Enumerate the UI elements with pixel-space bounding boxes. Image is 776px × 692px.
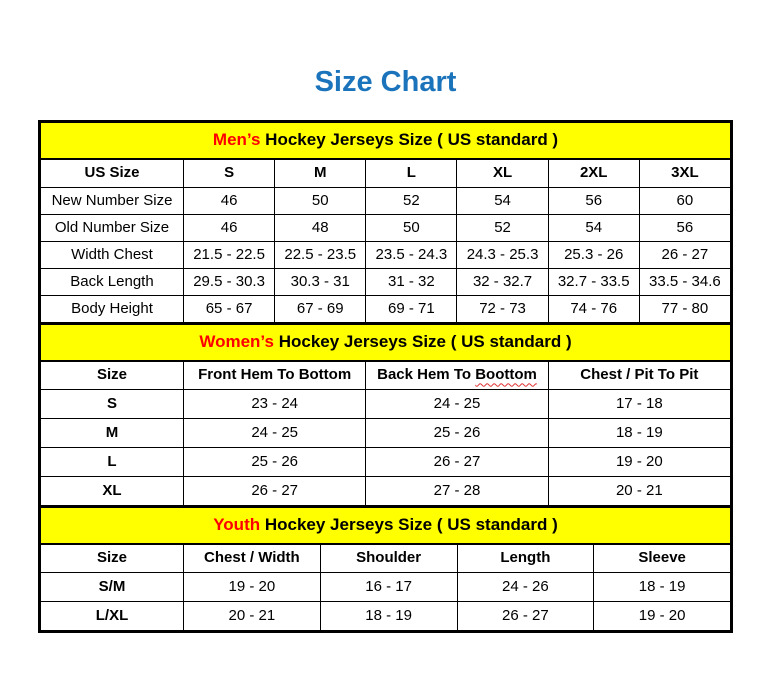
- mens-col-header: S: [184, 159, 275, 188]
- table-cell: 60: [639, 188, 730, 215]
- table-cell: 48: [275, 215, 366, 242]
- table-row: [41, 188, 731, 215]
- table-cell: 26 - 27: [184, 477, 366, 506]
- table-cell: 25 - 26: [184, 448, 366, 477]
- mens-header-row: [41, 159, 731, 188]
- table-cell: 31 - 32: [366, 269, 457, 296]
- size-chart-content: [38, 0, 733, 633]
- table-cell: 26 - 27: [639, 242, 730, 269]
- mens-section-title-highlight: Men’s: [212, 130, 261, 150]
- table-cell: 33.5 - 34.6: [639, 269, 730, 296]
- page-title: Size Chart: [314, 66, 457, 98]
- table-row: [41, 419, 731, 448]
- table-row: [41, 296, 731, 323]
- size-chart-tables: [38, 120, 733, 633]
- womens-col-header-text: Back Hem To: [377, 366, 476, 384]
- table-cell: 72 - 73: [457, 296, 548, 323]
- table-cell: 21.5 - 22.5: [184, 242, 275, 269]
- womens-header-row: [41, 361, 731, 390]
- table-cell: 25.3 - 26: [548, 242, 639, 269]
- table-cell: 52: [366, 188, 457, 215]
- womens-section-band: [41, 324, 731, 361]
- womens-col-header: Chest / Pit To Pit: [548, 361, 730, 390]
- table-cell: 27 - 28: [366, 477, 548, 506]
- youth-section-title-highlight: Youth: [213, 515, 261, 535]
- mens-section-title-rest: Hockey Jerseys Size ( US standard ): [260, 130, 559, 150]
- womens-section-title-rest: Hockey Jerseys Size ( US standard ): [273, 332, 572, 352]
- row-label: L: [41, 448, 184, 477]
- youth-section-title: [41, 507, 731, 544]
- table-cell: 18 - 19: [548, 419, 730, 448]
- table-cell: 74 - 76: [548, 296, 639, 323]
- table-cell: 22.5 - 23.5: [275, 242, 366, 269]
- womens-section-title: [41, 324, 731, 361]
- mens-size-table: [40, 122, 731, 323]
- womens-section-title-highlight: Women’s: [199, 332, 274, 352]
- table-cell: 46: [184, 215, 275, 242]
- table-cell: 19 - 20: [184, 573, 321, 602]
- table-cell: 77 - 80: [639, 296, 730, 323]
- mens-col-header: 2XL: [548, 159, 639, 188]
- mens-col-header: 3XL: [639, 159, 730, 188]
- table-cell: 25 - 26: [366, 419, 548, 448]
- table-row: [41, 269, 731, 296]
- youth-col-header: Shoulder: [320, 544, 457, 573]
- table-cell: 29.5 - 30.3: [184, 269, 275, 296]
- table-cell: 26 - 27: [457, 602, 594, 631]
- table-cell: 52: [457, 215, 548, 242]
- table-cell: 54: [457, 188, 548, 215]
- table-cell: 20 - 21: [548, 477, 730, 506]
- mens-col-header: L: [366, 159, 457, 188]
- table-cell: 16 - 17: [320, 573, 457, 602]
- table-row: [41, 573, 731, 602]
- table-row: [41, 448, 731, 477]
- table-row: [41, 390, 731, 419]
- table-cell: 56: [639, 215, 730, 242]
- row-label: New Number Size: [41, 188, 184, 215]
- youth-header-row: [41, 544, 731, 573]
- row-label: Back Length: [41, 269, 184, 296]
- youth-col-header: Chest / Width: [184, 544, 321, 573]
- table-cell: 50: [366, 215, 457, 242]
- row-label: Old Number Size: [41, 215, 184, 242]
- table-cell: 17 - 18: [548, 390, 730, 419]
- youth-col-header: Length: [457, 544, 594, 573]
- mens-section-title: [41, 123, 731, 160]
- womens-size-table: [40, 323, 731, 506]
- row-label: XL: [41, 477, 184, 506]
- table-cell: 19 - 20: [548, 448, 730, 477]
- table-cell: 67 - 69: [275, 296, 366, 323]
- row-label: S: [41, 390, 184, 419]
- womens-col-header: Size: [41, 361, 184, 390]
- table-cell: 18 - 19: [594, 573, 731, 602]
- table-cell: 65 - 67: [184, 296, 275, 323]
- row-label: S/M: [41, 573, 184, 602]
- mens-col-header: XL: [457, 159, 548, 188]
- mens-col-header: M: [275, 159, 366, 188]
- womens-col-header: Front Hem To Bottom: [184, 361, 366, 390]
- row-label: L/XL: [41, 602, 184, 631]
- youth-section-band: [41, 507, 731, 544]
- table-cell: 54: [548, 215, 639, 242]
- table-cell: 26 - 27: [366, 448, 548, 477]
- table-cell: 18 - 19: [320, 602, 457, 631]
- table-cell: 23 - 24: [184, 390, 366, 419]
- table-cell: 32.7 - 33.5: [548, 269, 639, 296]
- row-label: Width Chest: [41, 242, 184, 269]
- table-cell: 24.3 - 25.3: [457, 242, 548, 269]
- table-cell: 56: [548, 188, 639, 215]
- table-cell: 50: [275, 188, 366, 215]
- table-cell: 23.5 - 24.3: [366, 242, 457, 269]
- youth-section-title-rest: Hockey Jerseys Size ( US standard ): [260, 515, 558, 535]
- table-cell: 30.3 - 31: [275, 269, 366, 296]
- youth-col-header: Size: [41, 544, 184, 573]
- youth-size-table: [40, 506, 731, 631]
- row-label: Body Height: [41, 296, 184, 323]
- table-row: [41, 215, 731, 242]
- table-row: [41, 242, 731, 269]
- mens-col-header: US Size: [41, 159, 184, 188]
- womens-col-header: [366, 361, 548, 390]
- table-row: [41, 477, 731, 506]
- table-cell: 46: [184, 188, 275, 215]
- table-cell: 20 - 21: [184, 602, 321, 631]
- table-cell: 32 - 32.7: [457, 269, 548, 296]
- youth-col-header: Sleeve: [594, 544, 731, 573]
- misspelled-word: Boottom: [475, 366, 537, 384]
- table-cell: 24 - 26: [457, 573, 594, 602]
- table-cell: 69 - 71: [366, 296, 457, 323]
- table-cell: 24 - 25: [366, 390, 548, 419]
- row-label: M: [41, 419, 184, 448]
- table-cell: 24 - 25: [184, 419, 366, 448]
- table-cell: 19 - 20: [594, 602, 731, 631]
- mens-section-band: [41, 123, 731, 160]
- table-row: [41, 602, 731, 631]
